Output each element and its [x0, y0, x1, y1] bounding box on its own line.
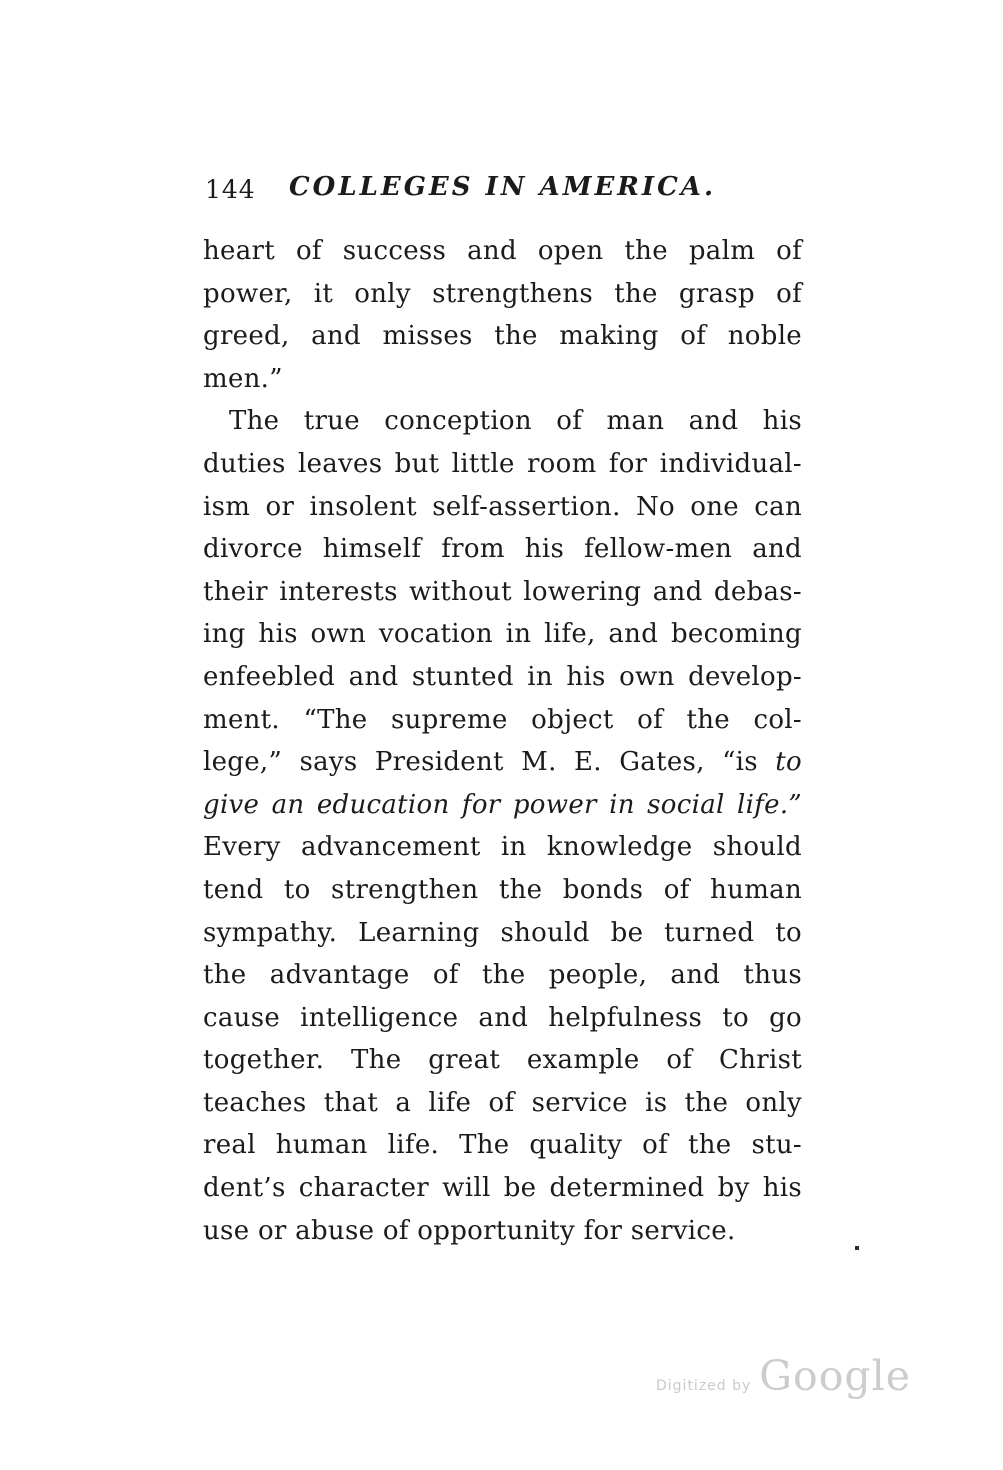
text-segment: the advantage of the people, and thus: [203, 960, 802, 991]
text-segment: ing his own vocation in life, and becoming: [203, 619, 802, 650]
text-line: [203, 400, 802, 443]
text-segment: tend to strengthen the bonds of human: [203, 874, 802, 905]
text-segment: men.”: [203, 363, 283, 394]
text-line: [203, 826, 802, 869]
text-segment-italic: give an education for power in social life.”: [203, 789, 802, 820]
body-text: [203, 230, 802, 1252]
text-segment: teaches that a life of service is the only: [203, 1087, 802, 1118]
text-line: [203, 869, 802, 912]
text-segment-italic: to: [775, 747, 802, 778]
text-line: [203, 571, 802, 614]
text-line: [203, 443, 802, 486]
text-line: [203, 315, 802, 358]
text-segment: The true conception of man and his: [229, 406, 802, 437]
text-line: [203, 613, 802, 656]
digitized-by-label: Digitized by: [656, 1378, 752, 1394]
page-number: 144: [205, 175, 256, 204]
text-segment: real human life. The quality of the stu-: [203, 1130, 802, 1161]
text-segment: duties leaves but little room for individual-: [203, 448, 802, 479]
text-segment: greed, and misses the making of noble: [203, 321, 802, 352]
text-segment: sympathy. Learning should be turned to: [203, 917, 802, 948]
text-segment: together. The great example of Christ: [203, 1045, 802, 1076]
text-segment: divorce himself from his fellow-men and: [203, 534, 802, 565]
text-segment: ism or insolent self-assertion. No one can: [203, 491, 802, 522]
scan-speck: [855, 1246, 859, 1250]
text-segment: power, it only strengthens the grasp of: [203, 278, 802, 309]
running-title: COLLEGES IN AMERICA.: [288, 172, 716, 202]
text-line: [203, 741, 802, 784]
text-line: [203, 1167, 802, 1210]
text-line: [203, 528, 802, 571]
text-segment: ment. “The supreme object of the col-: [203, 704, 802, 735]
text-line: [203, 1210, 802, 1253]
text-line: [203, 1039, 802, 1082]
text-segment: cause intelligence and helpfulness to go: [203, 1002, 802, 1033]
text-segment: heart of success and open the palm of: [203, 236, 802, 266]
text-line: [203, 486, 802, 529]
text-line: [203, 1124, 802, 1167]
page-header: [203, 172, 802, 212]
google-logo: Google: [759, 1352, 912, 1400]
text-segment: their interests without lowering and debas-: [203, 576, 802, 607]
text-line: [203, 997, 802, 1040]
watermark: [656, 1352, 911, 1400]
text-segment: enfeebled and stunted in his own develop-: [203, 661, 802, 692]
text-segment: dent’s character will be determined by his: [203, 1173, 802, 1204]
text-line: [203, 230, 802, 273]
text-line: [203, 358, 802, 401]
text-segment: Every advancement in knowledge should: [203, 832, 802, 863]
text-segment: lege,” says President M. E. Gates, “is: [203, 747, 776, 778]
text-line: [203, 912, 802, 955]
text-segment: use or abuse of opportunity for service.: [203, 1215, 736, 1246]
text-line: [203, 656, 802, 699]
text-line: [203, 954, 802, 997]
text-line: [203, 699, 802, 742]
text-line: [203, 784, 802, 827]
text-line: [203, 273, 802, 316]
text-line: [203, 1082, 802, 1125]
